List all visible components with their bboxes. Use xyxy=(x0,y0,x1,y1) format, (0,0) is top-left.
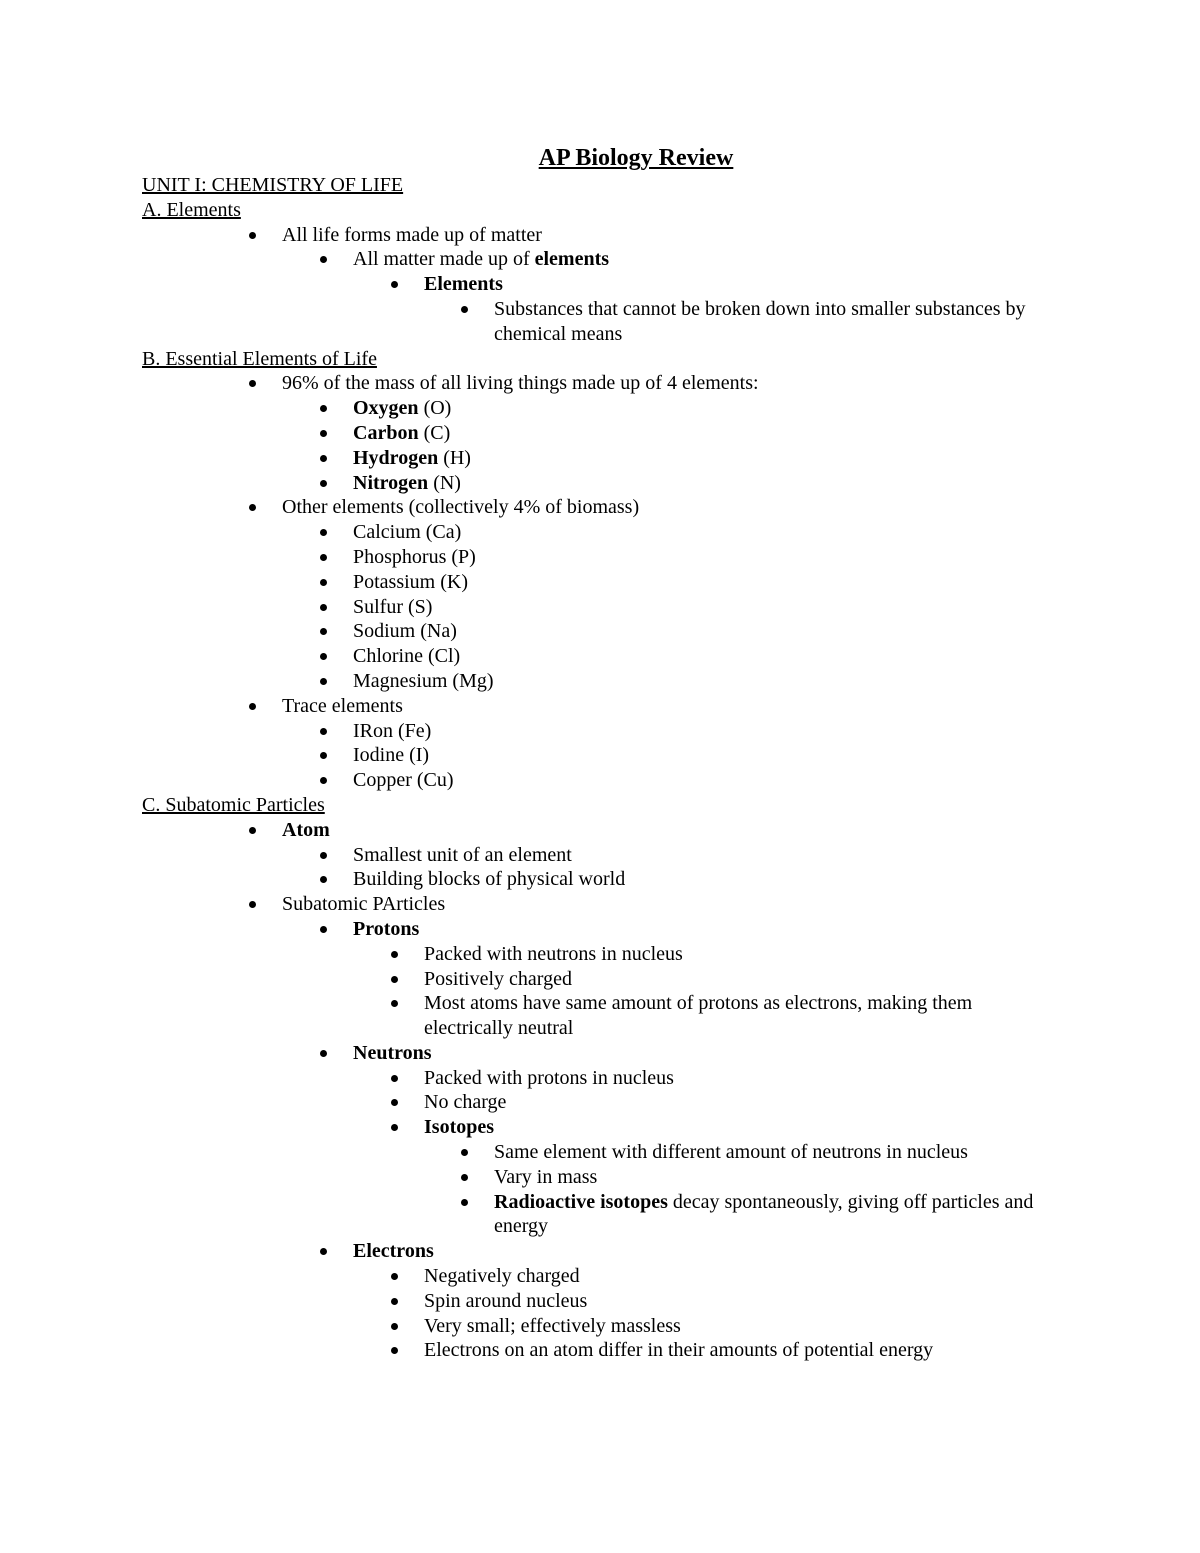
item-text: decay spontaneously, giving off particles and energy xyxy=(494,1190,1034,1238)
item-bold-text: Radioactive isotopes xyxy=(494,1190,668,1213)
list-item: Sodium (Na) xyxy=(353,619,1062,644)
item-bold-text: elements xyxy=(534,248,610,271)
item-bold-text: Elements xyxy=(424,273,503,296)
section-a-heading: A. Elements xyxy=(142,198,241,221)
list-item: Smallest unit of an element xyxy=(353,843,1062,868)
list-item: Positively charged xyxy=(424,967,1062,992)
list-item: Packed with protons in nucleus xyxy=(424,1066,1062,1091)
element-name: Hydrogen xyxy=(353,446,439,469)
list-item xyxy=(353,1239,1062,1264)
list-item: Potassium (K) xyxy=(353,570,1062,595)
element-symbol: (O) xyxy=(418,397,452,420)
list-item: Electrons on an atom differ in their amounts of potential energy xyxy=(424,1338,1062,1363)
section-a-list xyxy=(142,223,1062,347)
item-bold-text: Protons xyxy=(353,917,420,940)
list-item: Most atoms have same amount of protons as electrons, making them electrically neutral xyxy=(424,991,1034,1041)
list-item: Spin around nucleus xyxy=(424,1289,1062,1314)
list-item xyxy=(424,1115,1062,1140)
list-item xyxy=(353,247,1062,272)
item-bold-text: Atom xyxy=(282,818,330,841)
list-item: Very small; effectively massless xyxy=(424,1314,1062,1339)
section-b-list xyxy=(142,371,1062,793)
list-item xyxy=(353,421,1062,446)
list-item xyxy=(353,917,1062,942)
list-item: 96% of the mass of all living things made up of 4 elements: xyxy=(282,371,1062,396)
list-item: Packed with neutrons in nucleus xyxy=(424,942,1062,967)
page-title: AP Biology Review xyxy=(538,145,734,171)
item-text: All matter made up of xyxy=(353,248,535,271)
document-body xyxy=(142,173,1062,1363)
list-item: Magnesium (Mg) xyxy=(353,669,1062,694)
list-item: IRon (Fe) xyxy=(353,719,1062,744)
list-item xyxy=(353,471,1062,496)
list-item: Substances that cannot be broken down into smaller substances by chemical means xyxy=(494,297,1054,347)
unit-heading: UNIT I: CHEMISTRY OF LIFE xyxy=(142,174,404,196)
list-item: Iodine (I) xyxy=(353,743,1062,768)
list-item: Sulfur (S) xyxy=(353,595,1062,620)
list-item xyxy=(494,1190,1054,1240)
list-item xyxy=(282,818,1062,843)
section-c-list xyxy=(142,818,1062,1364)
element-name: Nitrogen xyxy=(353,471,429,494)
list-item: Vary in mass xyxy=(494,1165,1062,1190)
list-item xyxy=(353,446,1062,471)
list-item: Chlorine (Cl) xyxy=(353,644,1062,669)
item-bold-text: Neutrons xyxy=(353,1041,432,1064)
list-item: Other elements (collectively 4% of biomass) xyxy=(282,495,1062,520)
element-symbol: (N) xyxy=(428,471,461,494)
list-item xyxy=(353,396,1062,421)
list-item: Negatively charged xyxy=(424,1264,1062,1289)
element-symbol: (C) xyxy=(418,421,451,444)
list-item: Building blocks of physical world xyxy=(353,867,1062,892)
list-item: All life forms made up of matter xyxy=(282,223,1062,248)
list-item xyxy=(424,272,1062,297)
list-item: Trace elements xyxy=(282,694,1062,719)
item-bold-text: Isotopes xyxy=(424,1116,495,1139)
element-name: Carbon xyxy=(353,421,419,444)
element-name: Oxygen xyxy=(353,397,419,420)
list-item: Phosphorus (P) xyxy=(353,545,1062,570)
list-item xyxy=(353,1041,1062,1066)
list-item: Subatomic PArticles xyxy=(282,892,1062,917)
list-item: Same element with different amount of neutrons in nucleus xyxy=(494,1140,1062,1165)
section-b-heading: B. Essential Elements of Life xyxy=(142,347,377,370)
list-item: No charge xyxy=(424,1090,1062,1115)
section-c-heading: C. Subatomic Particles xyxy=(142,793,325,816)
element-symbol: (H) xyxy=(438,446,471,469)
list-item: Copper (Cu) xyxy=(353,768,1062,793)
item-bold-text: Electrons xyxy=(353,1240,434,1263)
list-item: Calcium (Ca) xyxy=(353,520,1062,545)
